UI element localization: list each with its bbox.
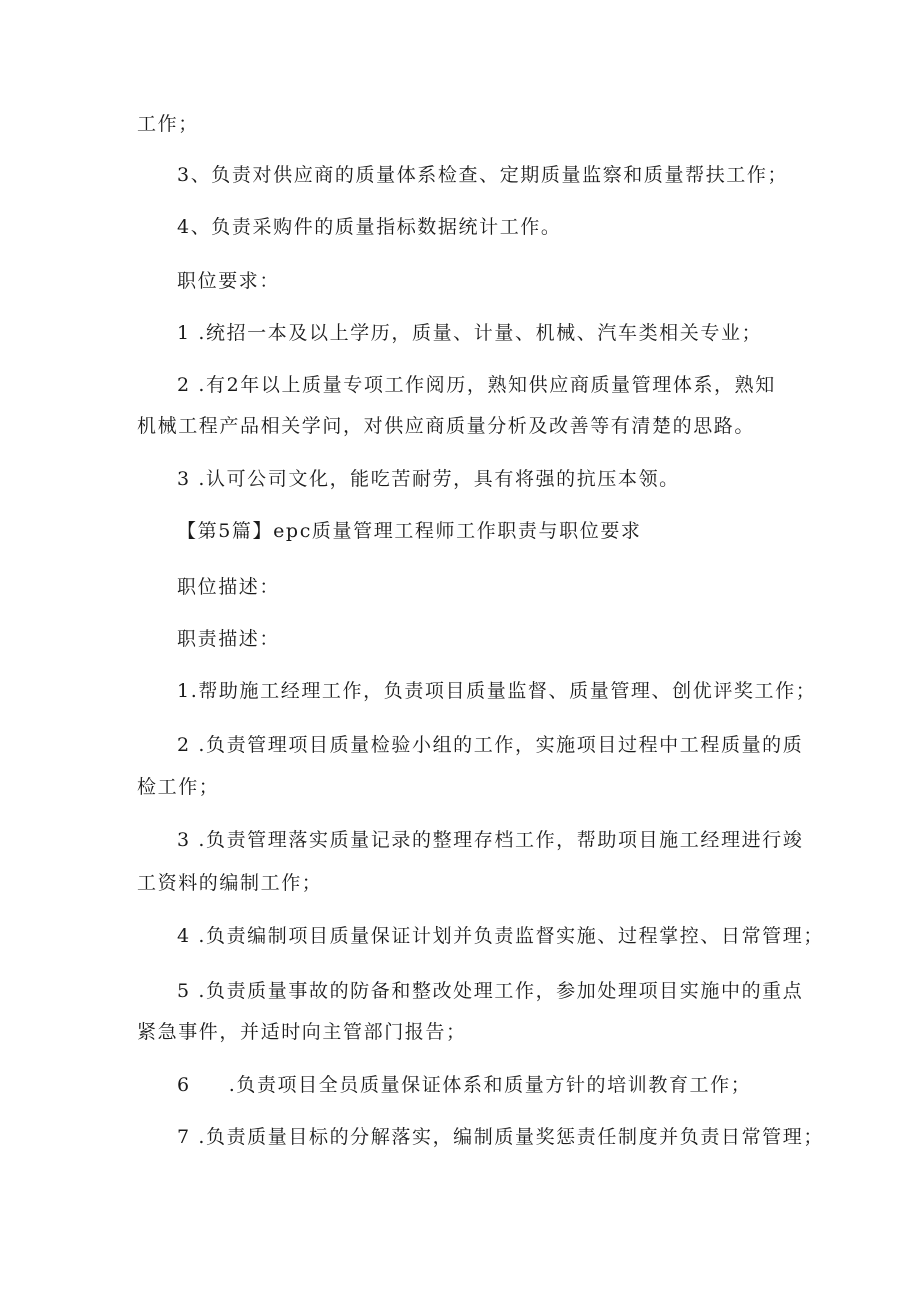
text-line bbox=[177, 1073, 751, 1097]
text-line: 工作； bbox=[137, 113, 199, 135]
text-line: 1.帮助施工经理工作，负责项目质量监督、质量管理、创优评奖工作； bbox=[177, 680, 817, 702]
section-heading: 职责描述： bbox=[177, 628, 281, 650]
text-line: 4 .负责编制项目质量保证计划并负责监督实施、过程掌控、日常管理； bbox=[177, 925, 824, 947]
text-line: 2 .负责管理项目质量检验小组的工作，实施项目过程中工程质量的质 bbox=[177, 734, 804, 756]
text-line: 3 .负责管理落实质量记录的整理存档工作，帮助项目施工经理进行竣 bbox=[177, 829, 804, 851]
text-line: 检工作； bbox=[137, 776, 220, 798]
section-heading: 职位描述： bbox=[177, 576, 281, 598]
text-line: 1 .统招一本及以上学历，质量、计量、机械、汽车类相关专业； bbox=[177, 322, 763, 344]
text-line: 5 .负责质量事故的防备和整改处理工作，参加处理项目实施中的重点 bbox=[177, 980, 804, 1002]
text-line: 紧急事件，并适时向主管部门报告； bbox=[137, 1021, 467, 1043]
list-number: 6 bbox=[177, 1074, 191, 1096]
text-line: 3、负责对供应商的质量体系检查、定期质量监察和质量帮扶工作； bbox=[177, 164, 789, 186]
text-line: 2 .有2年以上质量专项工作阅历，熟知供应商质量管理体系，熟知 bbox=[177, 374, 776, 396]
text-line: 工资料的编制工作； bbox=[137, 872, 323, 894]
text-line: 3 .认可公司文化，能吃苦耐劳，具有将强的抗压本领。 bbox=[177, 468, 680, 490]
text-line: 4、负责采购件的质量指标数据统计工作。 bbox=[177, 216, 562, 238]
list-text: .负责项目全员质量保证体系和质量方针的培训教育工作； bbox=[228, 1074, 752, 1096]
article-title: 【第5篇】epc质量管理工程师工作职责与职位要求 bbox=[177, 520, 642, 542]
text-line: 机械工程产品相关学问，对供应商质量分析及改善等有清楚的思路。 bbox=[137, 415, 756, 437]
text-line: 7 .负责质量目标的分解落实，编制质量奖惩责任制度并负责日常管理； bbox=[177, 1126, 824, 1148]
section-heading: 职位要求： bbox=[177, 270, 281, 292]
